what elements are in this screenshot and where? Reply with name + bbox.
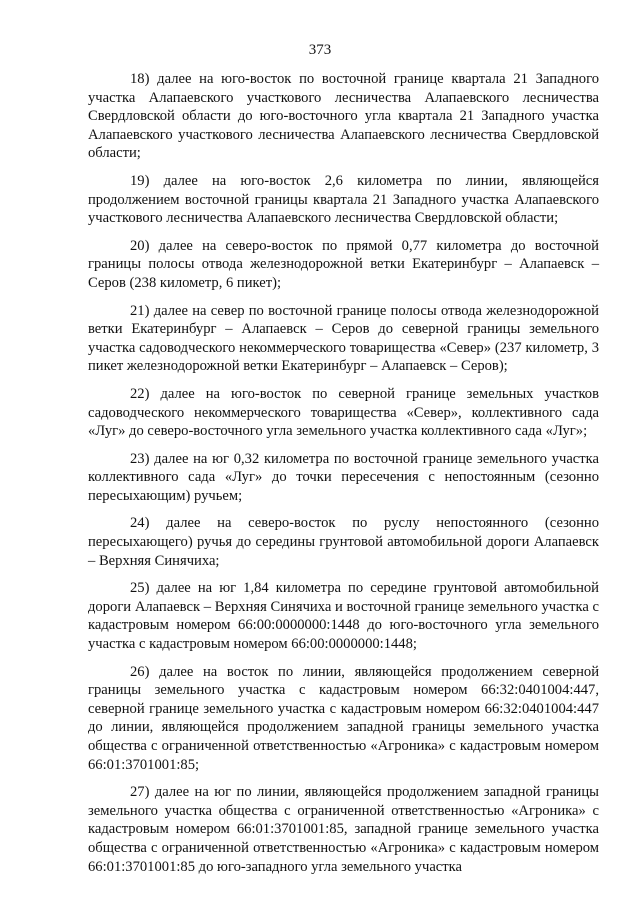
paragraph-20: 20) далее на северо-восток по прямой 0,77 километра до восточной границы полосы отвода железнодорожной ветки Екатеринбург – Алапаевск – Серов (238 километр, 6 пикет); <box>88 237 599 291</box>
paragraph-27: 27) далее на юг по линии, являющейся продолжением западной границы земельного участка общества с ограниченной ответственностью «Агроника» с кадастровым номером 66:01:3701001:85, западной границе земельного участка общества с ограниченной ответственностью «Агроника» с кадастровым номером 66:01:3701001:85 до юго-западного угла земельного участка <box>88 784 599 875</box>
paragraph-23: 23) далее на юг 0,32 километра по восточной границе земельного участка коллективного сада «Луг» до точки пересечения с непостоянным (сезонно пересыхающим) ручьем; <box>88 450 599 504</box>
paragraph-18: 18) далее на юго-восток по восточной границе квартала 21 Западного участка Алапаевского участкового лесничества Алапаевского лесничества Свердловской области до юго-восточного угла квартала 21 Западного участка Алапаевского участкового лесничества Алапаевского лесничества Свердловской области; <box>88 71 599 162</box>
document-body <box>88 70 599 885</box>
paragraph-22: 22) далее на юго-восток по северной границе земельных участков садоводческого некоммерческого товарищества «Север», коллективного сада «Луг» до северо-восточного угла земельного участка коллективного сада «Луг»; <box>88 385 599 440</box>
paragraph-26: 26) далее на восток по линии, являющейся продолжением северной границы земельного участка с кадастровым номером 66:32:0401004:447, северной границе земельного участка с кадастровым номером 66:32:0401004:447 до линии, являющейся продолжением западной границы земельного участка общества с ограниченной ответственностью «Агроника» с кадастровым номером 66:01:3701001:85; <box>88 663 599 773</box>
page-number: 373 <box>308 42 332 58</box>
paragraph-24: 24) далее на северо-восток по руслу непостоянного (сезонно пересыхающего) ручья до середины грунтовой автомобильной дороги Алапаевск – Верхняя Синячиха; <box>88 515 599 569</box>
paragraph-25: 25) далее на юг 1,84 километра по середине грунтовой автомобильной дороги Алапаевск – Верхняя Синячиха и восточной границе земельного участка с кадастровым номером 66:00:0000000:1448 до юго-восточного угла земельного участка с кадастровым номером 66:00:0000000:1448; <box>88 580 599 653</box>
paragraph-19: 19) далее на юго-восток 2,6 километра по линии, являющейся продолжением восточной границы квартала 21 Западного участка Алапаевского участкового лесничества Алапаевского лесничества Свердловской области; <box>88 172 599 227</box>
paragraph-21: 21) далее на север по восточной границе полосы отвода железнодорожной ветки Екатеринбург – Алапаевск – Серов до северной границы земельного участка садоводческого некоммерческого товарищества «Север» (237 километр, 3 пикет железнодорожной ветки Екатеринбург – Алапаевск – Серов); <box>88 302 599 375</box>
